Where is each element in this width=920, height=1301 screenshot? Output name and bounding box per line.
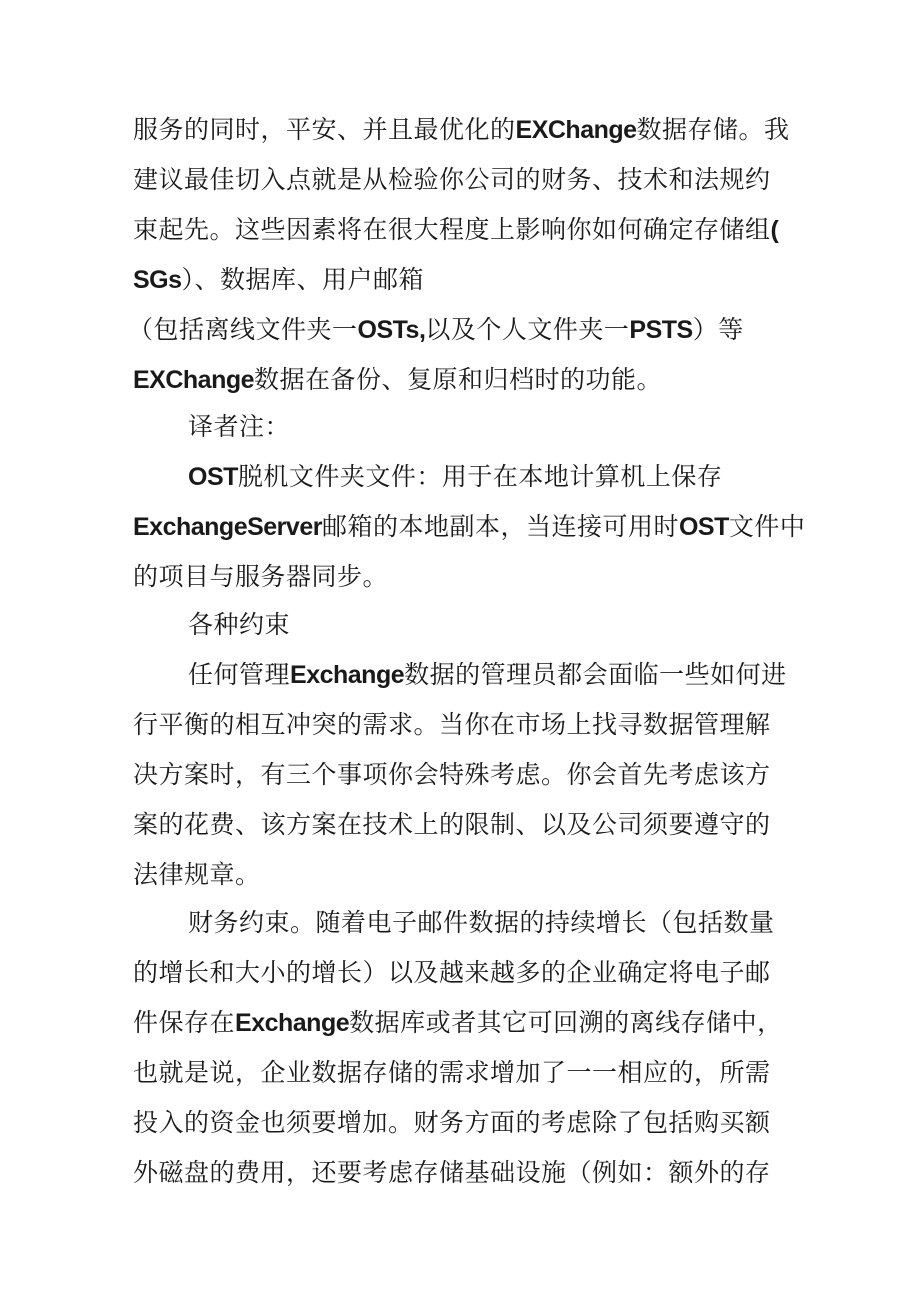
text-line-22: 外磁盘的费用，还要考虑存储基础设施（例如：额外的存 <box>133 1158 771 1187</box>
text-line-12: 任何管理Exchange数据的管理员都会面临一些如何进 <box>188 660 787 689</box>
text-line-14: 决方案时，有三个事项你会特殊考虑。你会首先考虑该方 <box>133 760 771 789</box>
text-line-6: EXChange数据在备份、复原和归档时的功能。 <box>133 365 663 394</box>
section-heading-constraints: 各种约束 <box>188 610 291 639</box>
text-line-9: ExchangeServer邮箱的本地副本，当连接可用时OST文件中 <box>133 512 806 541</box>
text-line-21: 投入的资金也须要增加。财务方面的考虑除了包括购买额 <box>133 1108 771 1137</box>
text-line-4: SGs）、数据库、用户邮箱 <box>133 265 425 294</box>
text-line-16: 法律规章。 <box>133 860 261 889</box>
text-line-19: 件保存在Exchange数据库或者其它可回溯的离线存储中， <box>133 1008 783 1037</box>
text-line-1: 服务的同时，平安、并且最优化的EXChange数据存储。我 <box>133 115 790 144</box>
text-line-10: 的项目与服务器同步。 <box>133 562 389 591</box>
translator-note-heading: 译者注： <box>188 412 291 441</box>
text-line-18: 的增长和大小的增长）以及越来越多的企业确定将电子邮 <box>133 958 771 987</box>
text-line-5: （包括离线文件夹一OSTs,以及个人文件夹一PSTS）等 <box>128 315 744 344</box>
text-line-8: OST脱机文件夹文件：用于在本地计算机上保存 <box>188 462 723 491</box>
text-line-15: 案的花费、该方案在技术上的限制、以及公司须要遵守的 <box>133 810 771 839</box>
text-line-13: 行平衡的相互冲突的需求。当你在市场上找寻数据管理解 <box>133 710 771 739</box>
text-line-3: 束起先。这些因素将在很大程度上影响你如何确定存储组( <box>133 215 779 244</box>
text-line-20: 也就是说，企业数据存储的需求增加了一一相应的，所需 <box>133 1058 771 1087</box>
text-line-2: 建议最佳切入点就是从检验你公司的财务、技术和法规约 <box>133 165 771 194</box>
text-line-17: 财务约束。随着电子邮件数据的持续增长（包括数量 <box>188 908 775 937</box>
